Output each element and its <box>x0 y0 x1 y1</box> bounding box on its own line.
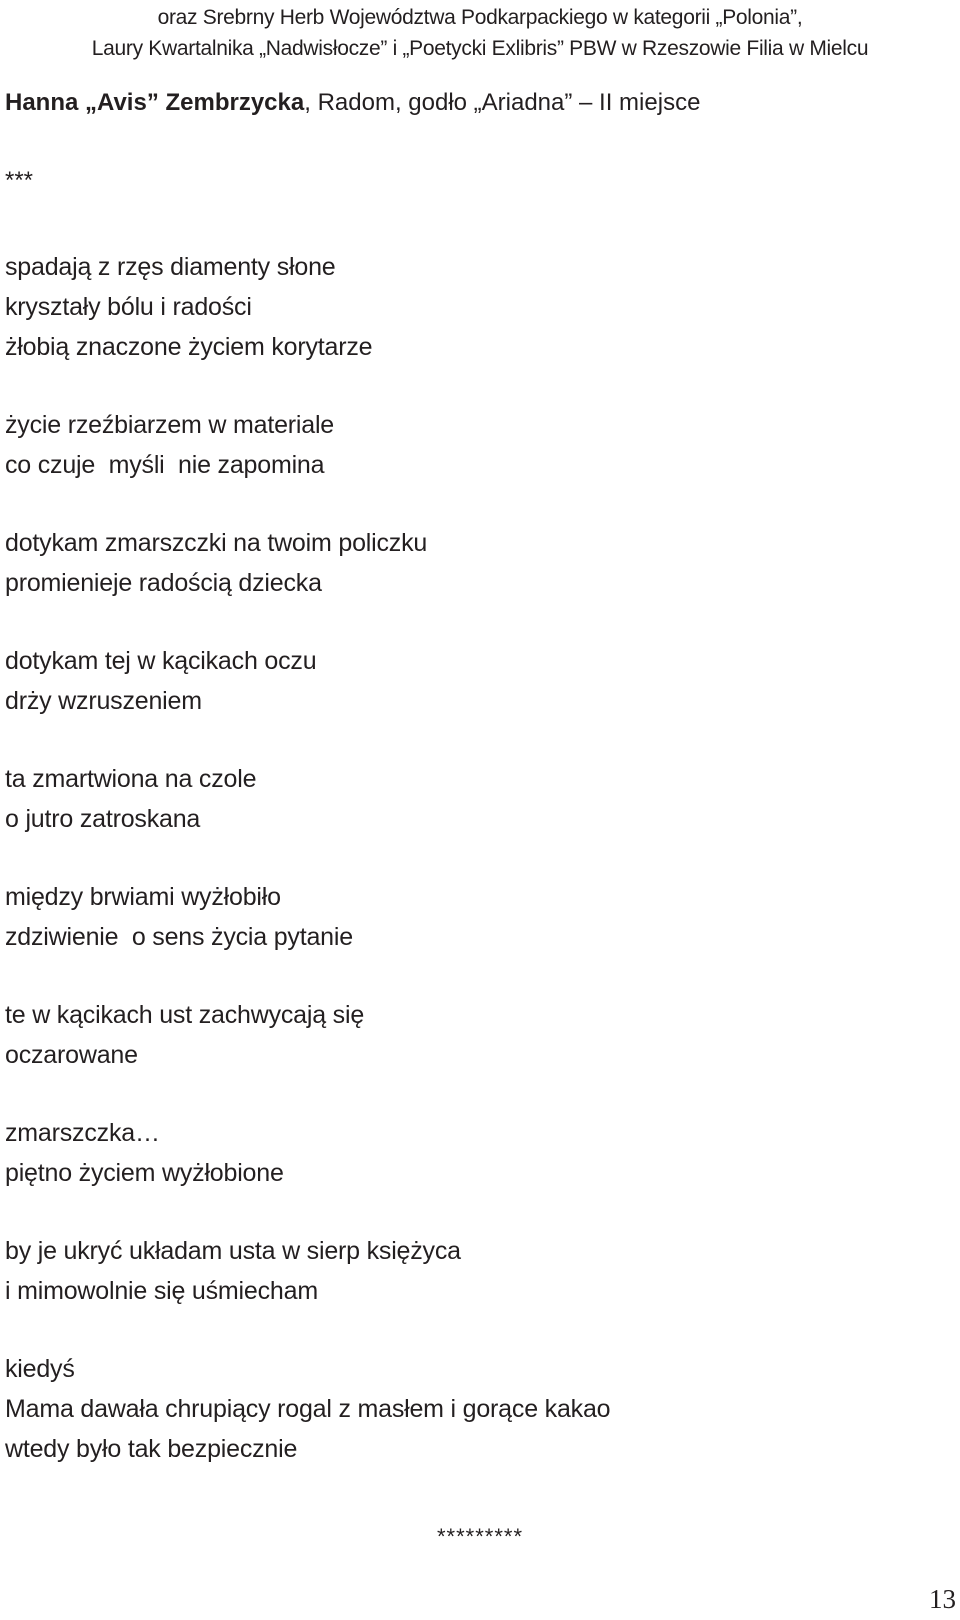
end-marker: ********* <box>436 1524 524 1549</box>
poem-line: zmarszczka… <box>5 1119 160 1147</box>
poem-line: drży wzruszeniem <box>5 687 202 715</box>
poem-line: dotykam tej w kącikach oczu <box>5 647 317 675</box>
poem-line: kryształy bólu i radości <box>5 293 252 321</box>
poem-line: życie rzeźbiarzem w materiale <box>5 411 335 439</box>
poem-line: oczarowane <box>5 1041 138 1069</box>
poem-line: dotykam zmarszczki na twoim policzku <box>5 529 428 557</box>
poem-line: promienieje radością dziecka <box>5 569 322 597</box>
poem-line: ta zmartwiona na czole <box>5 765 257 793</box>
stanza-7 <box>5 995 905 1075</box>
poem-line: i mimowolnie się uśmiecham <box>5 1277 318 1305</box>
stanza-6 <box>5 877 905 957</box>
poem-line: te w kącikach ust zachwycają się <box>5 1001 365 1029</box>
poem-line: żłobią znaczone życiem korytarze <box>5 333 373 361</box>
poem-line: piętno życiem wyżłobione <box>5 1159 284 1187</box>
poem-line: o jutro zatroskana <box>5 805 201 833</box>
poem-line: Mama dawała chrupiący rogal z masłem i gorące kakao <box>5 1395 611 1423</box>
poem-line: wtedy było tak bezpiecznie <box>5 1435 298 1463</box>
author-name: Hanna „Avis” Zembrzycka <box>5 89 305 116</box>
author-line <box>5 87 700 119</box>
header-line-2: Laury Kwartalnika „Nadwisłocze” i „Poetycki Exlibris” PBW w Rzeszowie Filia w Mielcu <box>91 37 869 60</box>
stanza-8 <box>5 1113 905 1193</box>
stanza-4 <box>5 641 905 721</box>
poem-body <box>5 247 905 1507</box>
stanza-1 <box>5 247 905 367</box>
poem-line: między brwiami wyżłobiło <box>5 883 281 911</box>
poem-line: co czuje myśli nie zapomina <box>5 451 325 479</box>
author-details: , Radom, godło „Ariadna” – II miejsce <box>304 89 701 116</box>
poem-title: *** <box>5 167 34 194</box>
page-header <box>0 2 960 64</box>
stanza-10 <box>5 1349 905 1469</box>
poem-line: kiedyś <box>5 1355 75 1383</box>
header-line-1: oraz Srebrny Herb Województwa Podkarpackiego w kategorii „Polonia”, <box>157 6 803 29</box>
stanza-9 <box>5 1231 905 1311</box>
stanza-2 <box>5 405 905 485</box>
page-number: 13 <box>929 1584 956 1614</box>
poem-line: zdziwienie o sens życia pytanie <box>5 923 353 951</box>
poem-line: spadają z rzęs diamenty słone <box>5 253 336 281</box>
stanza-5 <box>5 759 905 839</box>
stanza-3 <box>5 523 905 603</box>
poem-line: by je ukryć układam usta w sierp księżyca <box>5 1237 461 1265</box>
